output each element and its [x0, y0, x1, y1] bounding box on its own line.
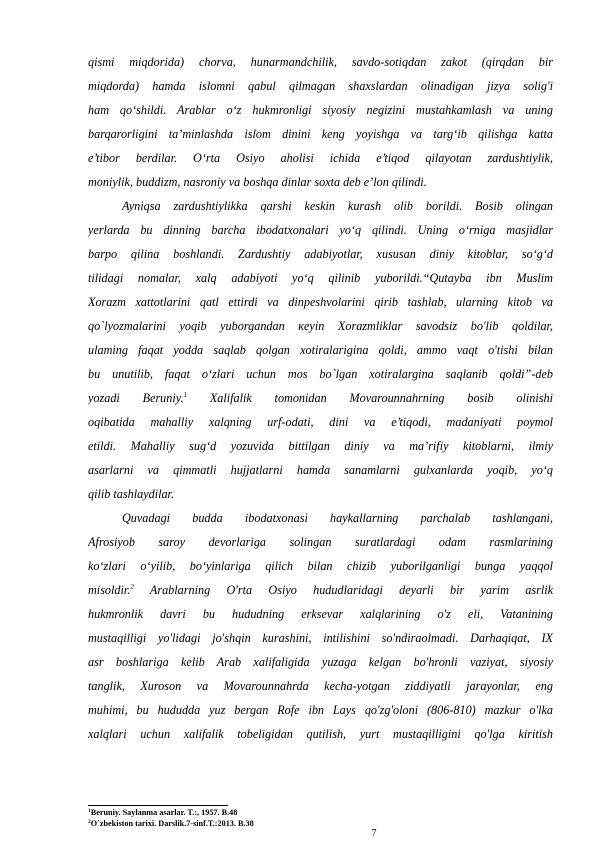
body-text-line: miqdorda) hamda islomni qabul qilmagan shaxslardan olinadigan jizya solig'i	[88, 79, 553, 93]
body-text-line: etildi. Mahalliy sug‘d yozuvida bittilgan diniy va ma’rifiy kitoblarni, ilmiy	[88, 439, 553, 453]
body-text-line: qismi miqdorida) chorva, hunarmandchilik, savdo-sotiqdan zakot (qirqdan bir	[88, 55, 553, 69]
body-text-fragment: Arablarning O'rta Osiyo hududlaridagi deyarli bir yarim asrlik	[133, 583, 553, 597]
footnote-marker[interactable]: 1	[183, 391, 188, 399]
body-text-line: yerlarda bu dinning barcha ibodatxonalari yo‘q qilindi. Uning o‘rniga masjidlar	[88, 223, 553, 237]
body-text-line: muhimi, bu hududda yuz bergan Rofe ibn Lays qo'zg'oloni (806-810) mazkur o'lka	[88, 703, 553, 717]
footnote	[88, 819, 254, 829]
body-text-line: tilidagi nomalar, xalq adabiyoti yo‘q qilinib yuborildi.“Qutayba ibn Muslim	[88, 271, 553, 285]
body-text-line: mustaqilligi yo'lidagi jo'shqin kurashini, intilishini so'ndiraolmadi. Darhaqiqat, IX	[88, 631, 553, 645]
body-text-line: barpo qilina boshlandi. Zardushtiy adabiyotlar, xususan diniy kitoblar, so‘g‘d	[88, 247, 553, 261]
body-text-line: Ayniqsa zardushtiylikka qarshi keskin kurash olib borildi. Bosib olingan	[122, 199, 553, 213]
footnote-text: O`zbekiston tarixi. Darslik.7-sinf.T.:2013. B.38	[90, 819, 254, 828]
body-text-line: bu unutilib, faqat o‘zlari uchun mos bo`lgan xotiralargina saqlanib qoldi”-deb	[88, 367, 553, 381]
footnote-number: 2	[88, 819, 91, 825]
body-text-line: e’tibor berdilar. O‘rta Osiyo aholisi ichida e’tiqod qilayotan zardushtiylik,	[88, 151, 553, 165]
body-text-line: barqarorligini ta’minlashda islom dinini keng yoyishga va targ‘ib qilishga katta	[88, 127, 553, 141]
body-text-line	[88, 582, 553, 598]
body-text-line: Afrosiyob saroy devorlariga solingan suratlardagi odam rasmlarining	[88, 535, 553, 549]
footnote-separator	[88, 805, 228, 806]
body-text-line: ko‘zlari o‘yilib, bo‘yinlariga qilich bilan chizib yuborilganligi bunga yaqqol	[88, 559, 553, 573]
body-text-fragment: Xalifalik tomonidan Movarounnahrning bosib olinishi	[187, 391, 553, 405]
body-text-line: qilib tashlaydilar.	[88, 487, 174, 501]
footnote-number: 1	[88, 808, 91, 814]
body-text-line: asarlarni va qimmatli hujjatlarni hamda sanamlarni gulxanlarda yoqib, yo‘q	[88, 463, 553, 477]
body-text-line: Quvadagi budda ibodatxonasi haykallarning parchalab tashlangani,	[122, 511, 553, 525]
body-text-line: qo`lyozmalarini yoqib yuborgandan кeyin Xorazmliklar savodsiz bo'lib qoldilar,	[88, 319, 553, 333]
body-text-line: moniylik, buddizm, nasroniy va boshqa dinlar soxta deb e’lon qilindi.	[88, 175, 427, 189]
footnote-text: Beruniy. Saylanma asarlar. T.:, 1957. B.48	[90, 808, 238, 817]
body-text-fragment: misoldir.	[88, 583, 131, 597]
body-text-line: asr boshlariga kelib Arab xalifaligida yuzaga kelgan bo'hronli vaziyat, siyosiy	[88, 655, 553, 669]
body-text-line: ham qo‘shildi. Arablar o‘z hukmronligi siyosiy negizini mustahkamlash va uning	[88, 103, 553, 117]
footnote-marker[interactable]: 2	[130, 583, 134, 591]
body-text-fragment: yozadi Beruniy.	[88, 391, 184, 405]
body-text-line: xalqlari uchun xalifalik tobeligidan qutilish, yurt mustaqilligini qo'lga kiritish	[88, 727, 553, 741]
footnote	[88, 808, 237, 818]
page-number: 7	[371, 828, 377, 839]
body-text-line	[88, 390, 553, 406]
body-text-line: tanglik, Xuroson va Movarounnahrda kecha-yotgan ziddiyatli jarayonlar, eng	[88, 679, 553, 693]
body-text-line: Xorazm xattotlarini qatl ettirdi va dinpeshvolarini qirib tashlab, ularning kitob va	[88, 295, 553, 309]
body-text-line: hukmronlik davri bu hududning erksevar xalqlarining o'z eli, Vatanining	[88, 607, 553, 621]
body-text-line: oqibatida mahalliy xalqning urf-odati, dini va e’tiqodi, madaniyati poymol	[88, 415, 553, 429]
body-text-line: ulaming faqat yodda saqlab qolgan xotiralarigina qoldi, ammo vaqt o'tishi bilan	[88, 343, 553, 357]
